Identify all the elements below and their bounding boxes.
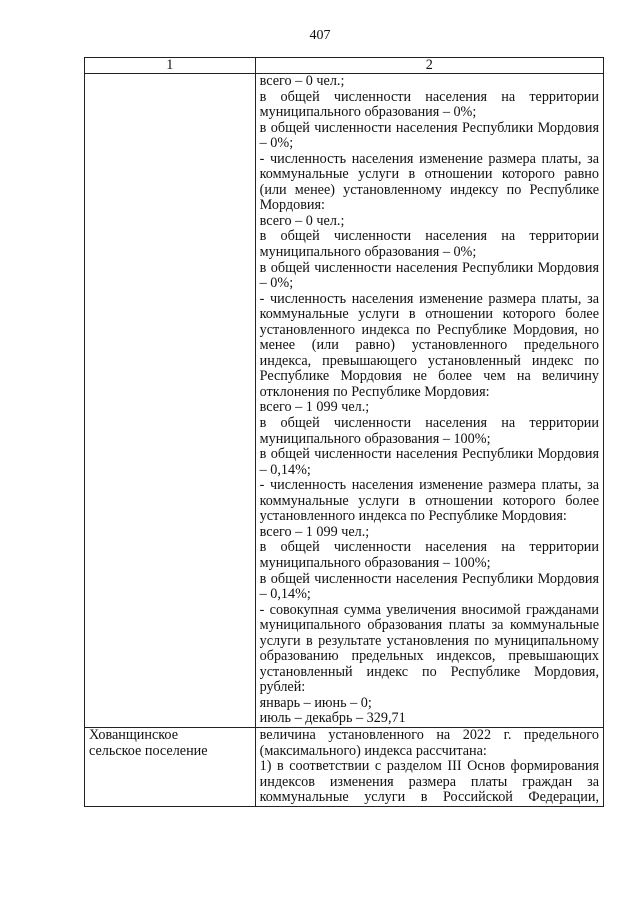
row-content-cell <box>255 74 603 728</box>
paragraph: - совокупная сумма увеличения вносимой гражданами муниципального образования платы за коммунальные услуги в результате установления по муниципальному образованию предельных индексов, превышающих установленный индекс по Республике Мордовия, рублей: <box>259 601 599 696</box>
paragraph: в общей численности населения на территории муниципального образования – 0%; <box>259 228 599 261</box>
header-col-2: 2 <box>255 58 603 74</box>
header-col-1: 1 <box>85 58 256 74</box>
paragraph: всего – 0 чел.; <box>259 212 345 229</box>
paragraph: в общей численности населения Республики Мордовия – 0%; <box>259 119 599 152</box>
paragraph: в общей численности населения на территории муниципального образования – 0%; <box>259 88 599 121</box>
paragraph: в общей численности населения Республики Мордовия – 0,14%; <box>259 446 599 478</box>
paragraph: в общей численности населения на территории муниципального образования – 100%; <box>259 415 599 447</box>
table-row <box>85 74 604 728</box>
row-content-cell <box>255 727 603 806</box>
paragraph: в общей численности населения Республики Мордовия – 0,14%; <box>259 570 599 603</box>
table-row <box>85 727 604 806</box>
paragraph: - численность населения изменение размера платы, за коммунальные услуги в отношении которого более установленного индекса по Республике Мордовия: <box>259 477 599 525</box>
paragraph: июль – декабрь – 329,71 <box>259 710 406 727</box>
paragraph: в общей численности населения на территории муниципального образования – 100%; <box>259 539 599 571</box>
paragraph: - численность населения изменение размера платы, за коммунальные услуги в отношении которого более установленного индекса по Республике Мордовия, но менее (или равно) установленного предельного индекса, превышающего установленный индекс по Республике Мордовия не более чем на величину отклонения по Республике Мордовия: <box>259 290 599 400</box>
page-number: 407 <box>309 28 331 43</box>
paragraph: в общей численности населения Республики Мордовия – 0%; <box>259 259 599 292</box>
paragraph: 1) в соответствии с разделом III Основ формирования индексов изменения размера платы граждан за коммунальные услуги в Российской Федерации, <box>259 758 599 806</box>
table-header-row <box>85 58 604 74</box>
row-label-cell <box>85 74 256 728</box>
municipality-type-line: сельское поселение <box>89 742 208 759</box>
paragraph: январь – июнь – 0; <box>259 694 372 711</box>
paragraph: всего – 0 чел.; <box>259 73 345 89</box>
municipality-name-line: Хованщинское <box>89 726 178 743</box>
paragraph: величина установленного на 2022 г. предельного (максимального) индекса рассчитана: <box>259 726 599 759</box>
document-table <box>84 57 604 807</box>
paragraph: - численность населения изменение размера платы, за коммунальные услуги в отношении которого равно (или менее) установленному индексу по Республике Мордовия: <box>259 150 599 214</box>
row-label-cell <box>85 727 256 806</box>
paragraph: всего – 1 099 чел.; <box>259 399 370 416</box>
paragraph: всего – 1 099 чел.; <box>259 523 370 540</box>
